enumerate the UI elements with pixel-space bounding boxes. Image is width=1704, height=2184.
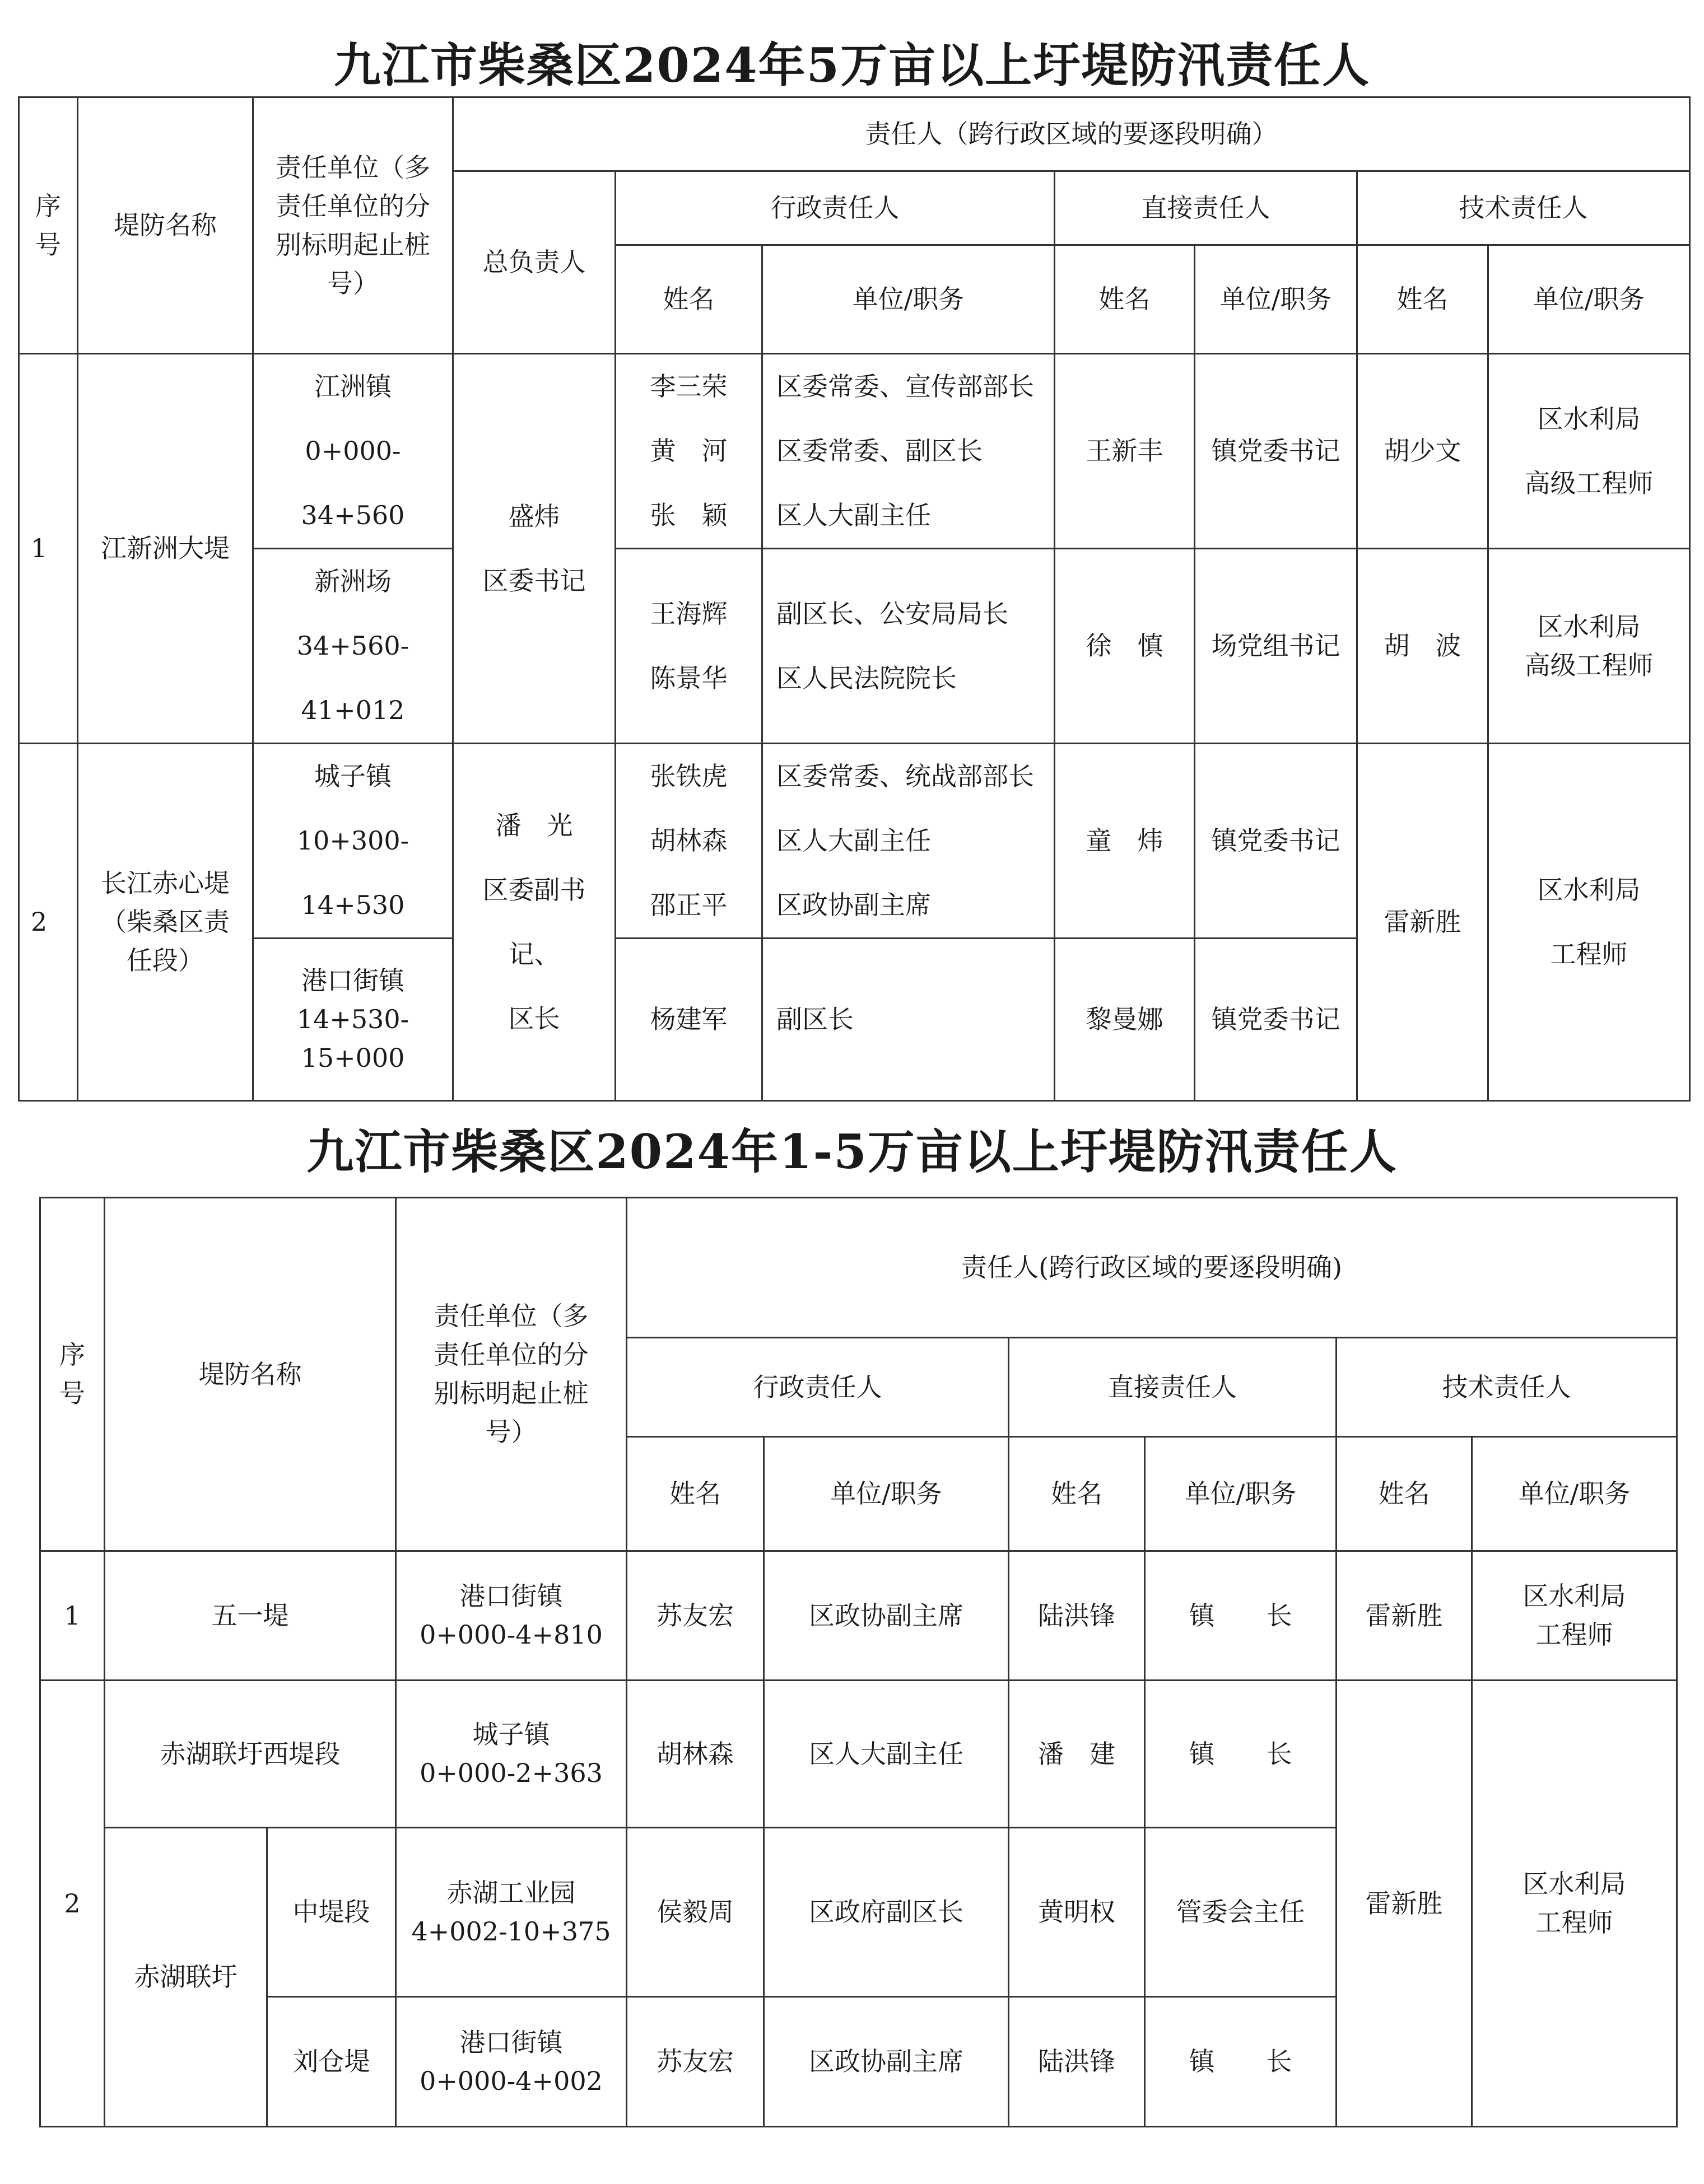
- table2: [39, 1197, 1678, 2127]
- header-admin-name: 姓名: [627, 1437, 764, 1551]
- header-direct-name: 姓名: [1055, 245, 1195, 354]
- header-chief: 总负责人: [453, 171, 616, 354]
- admin-names: [616, 744, 762, 939]
- tech-name: 雷新胜: [1337, 1551, 1472, 1681]
- tech-name: 胡少文: [1357, 354, 1488, 549]
- direct-name: 徐 慎: [1055, 549, 1195, 744]
- responsible-unit: [396, 1681, 627, 1828]
- admin-name: 李三荣: [650, 371, 728, 402]
- responsible-unit: [396, 1997, 627, 2127]
- header-admin: 行政责任人: [627, 1338, 1009, 1437]
- responsible-unit: [396, 1828, 627, 1997]
- row-seq: 1: [19, 354, 78, 744]
- admin-name: 苏友宏: [627, 1551, 764, 1681]
- admin-position: 副区长、公安局局长: [776, 598, 1008, 629]
- tech-title: 工程师: [1550, 939, 1628, 969]
- admin-name: 王海辉: [650, 598, 728, 629]
- responsible-unit: [253, 939, 453, 1101]
- dike-name-line: （柴桑区责: [101, 907, 230, 937]
- direct-position: 镇 长: [1145, 1681, 1337, 1828]
- admin-name: 张 颖: [650, 500, 728, 530]
- tech-position: [1488, 549, 1690, 744]
- direct-name: 陆洪锋: [1009, 1997, 1145, 2127]
- responsible-unit: [253, 744, 453, 939]
- direct-position: 镇党委书记: [1195, 744, 1357, 939]
- tech-unit: 区水利局: [1537, 874, 1641, 905]
- tech-unit: 区水利局: [1523, 1869, 1626, 1899]
- admin-positions: [762, 939, 1055, 1101]
- tech-position: [1472, 1681, 1677, 2127]
- header-unit: 责任单位（多责任单位的分别标明起止桩号）: [253, 97, 453, 354]
- header-responsible: 责任人（跨行政区域的要逐段明确）: [453, 97, 1690, 171]
- chief-name: 潘 光: [495, 810, 573, 841]
- direct-position: 场党组书记: [1195, 549, 1357, 744]
- admin-position: 区人民法院院长: [776, 662, 957, 693]
- tech-position: [1472, 1551, 1677, 1681]
- responsible-unit: [396, 1551, 627, 1681]
- table-row: [19, 354, 1690, 549]
- unit-chainage: 0+000-2+363: [420, 1758, 603, 1788]
- table-row: [19, 744, 1690, 939]
- admin-name: 苏友宏: [627, 1997, 764, 2127]
- header-unit: 责任单位（多责任单位的分别标明起止桩号）: [396, 1198, 627, 1551]
- tech-name: 胡 波: [1357, 549, 1488, 744]
- admin-name: 邵正平: [650, 890, 728, 920]
- direct-position: 镇党委书记: [1195, 354, 1357, 549]
- admin-position: 区委常委、宣传部部长: [776, 371, 1034, 402]
- tech-unit: 区水利局: [1537, 403, 1641, 434]
- unit-name: 城子镇: [472, 1719, 550, 1749]
- admin-names: [616, 549, 762, 744]
- direct-position: 镇 长: [1145, 1997, 1337, 2127]
- unit-chainage: 14+530-15+000: [296, 1004, 409, 1073]
- header-direct: 直接责任人: [1009, 1338, 1337, 1437]
- table1-title: 九江市柴桑区2024年5万亩以上圩堤防汛责任人: [333, 38, 1371, 93]
- header-dike-name: 堤防名称: [105, 1198, 396, 1551]
- unit-chainage: 0+000-4+810: [420, 1620, 603, 1650]
- admin-positions: [762, 354, 1055, 549]
- chief-name: 盛炜: [508, 501, 560, 531]
- table1: [18, 96, 1691, 1102]
- unit-chainage: 4+002-10+375: [411, 1916, 611, 1947]
- header-admin-position: 单位/职务: [764, 1437, 1009, 1551]
- dike-group-name: 赤湖联圩: [105, 1828, 267, 2127]
- admin-position: 区委常委、副区长: [776, 436, 983, 466]
- direct-name: 王新丰: [1055, 354, 1195, 549]
- unit-chainage: 10+300-14+530: [296, 825, 409, 920]
- admin-positions: [762, 744, 1055, 939]
- unit-chainage: 0+000-34+560: [301, 436, 405, 530]
- admin-position: 区委常委、统战部部长: [776, 761, 1034, 791]
- admin-position: 区政协副主席: [764, 1997, 1009, 2127]
- direct-position: 镇党委书记: [1195, 939, 1357, 1101]
- header-tech-name: 姓名: [1357, 245, 1488, 354]
- tech-name: 雷新胜: [1357, 744, 1488, 1101]
- responsible-unit: [253, 549, 453, 744]
- direct-position: 镇 长: [1145, 1551, 1337, 1681]
- dike-name: 中堤段: [267, 1828, 396, 1997]
- dike-name-line: 长江赤心堤: [101, 868, 230, 898]
- tech-title: 高级工程师: [1524, 650, 1654, 680]
- responsible-unit: [253, 354, 453, 549]
- admin-name: 杨建军: [650, 1004, 728, 1034]
- chief-title: 区委副书记、: [482, 874, 586, 969]
- header-tech: 技术责任人: [1357, 171, 1690, 245]
- chief-title: 区委书记: [482, 565, 586, 596]
- row-seq: 2: [40, 1681, 105, 2127]
- dike-name: 刘仓堤: [267, 1997, 396, 2127]
- header-tech-position: 单位/职务: [1488, 245, 1690, 354]
- admin-positions: [762, 549, 1055, 744]
- tech-unit: 区水利局: [1523, 1581, 1626, 1611]
- admin-names: [616, 939, 762, 1101]
- unit-name: 港口街镇: [459, 1581, 563, 1611]
- unit-name: 江洲镇: [314, 371, 392, 402]
- admin-position: 区人大副主任: [764, 1681, 1009, 1828]
- direct-name: 童 炜: [1055, 744, 1195, 939]
- table2-title: 九江市柴桑区2024年1-5万亩以上圩堤防汛责任人: [306, 1124, 1398, 1179]
- admin-position: 区人大副主任: [776, 825, 931, 856]
- chief-title: 区长: [508, 1003, 560, 1034]
- header-admin: 行政责任人: [616, 171, 1055, 245]
- unit-chainage: 0+000-4+002: [420, 2065, 603, 2096]
- unit-chainage: 34+560-41+012: [296, 631, 409, 725]
- admin-name: 张铁虎: [650, 761, 728, 791]
- direct-position: 管委会主任: [1145, 1828, 1337, 1997]
- table-row: [40, 1551, 1677, 1681]
- admin-name: 胡林森: [650, 825, 728, 856]
- header-direct-position: 单位/职务: [1145, 1437, 1337, 1551]
- header-seq: 序号: [40, 1198, 105, 1551]
- dike-name-line: 任段）: [127, 945, 204, 976]
- dike-name: 赤湖联圩西堤段: [105, 1681, 396, 1828]
- admin-position: 区政协副主席: [776, 890, 931, 920]
- direct-name: 陆洪锋: [1009, 1551, 1145, 1681]
- direct-name: 黎曼娜: [1055, 939, 1195, 1101]
- tech-position: [1488, 354, 1690, 549]
- header-responsible: 责任人(跨行政区域的要逐段明确): [627, 1198, 1677, 1338]
- tech-position: [1488, 744, 1690, 1101]
- tech-title: 工程师: [1535, 1907, 1613, 1938]
- direct-name: 潘 建: [1009, 1681, 1145, 1828]
- header-dike-name: 堤防名称: [78, 97, 253, 354]
- row-seq: 2: [19, 744, 78, 1101]
- header-seq: 序号: [19, 97, 78, 354]
- dike-name: 五一堤: [105, 1551, 396, 1681]
- header-tech-position: 单位/职务: [1472, 1437, 1677, 1551]
- admin-name: 黄 河: [650, 436, 728, 466]
- dike-name: 江新洲大堤: [78, 354, 253, 744]
- header-tech-name: 姓名: [1337, 1437, 1472, 1551]
- admin-name: 胡林森: [627, 1681, 764, 1828]
- header-direct-name: 姓名: [1009, 1437, 1145, 1551]
- header-admin-position: 单位/职务: [762, 245, 1055, 354]
- tech-unit: 区水利局: [1537, 611, 1641, 642]
- header-direct: 直接责任人: [1055, 171, 1357, 245]
- header-direct-position: 单位/职务: [1195, 245, 1357, 354]
- admin-position: 副区长: [776, 1004, 854, 1034]
- unit-name: 赤湖工业园: [446, 1877, 576, 1908]
- tech-title: 工程师: [1535, 1620, 1613, 1650]
- unit-name: 港口街镇: [301, 965, 404, 996]
- admin-name: 陈景华: [650, 662, 728, 693]
- header-tech: 技术责任人: [1337, 1338, 1677, 1437]
- unit-name: 港口街镇: [459, 2027, 563, 2057]
- tech-name: 雷新胜: [1337, 1681, 1472, 2127]
- table-row: [40, 1681, 1677, 1828]
- table-row: [19, 549, 1690, 744]
- direct-name: 黄明权: [1009, 1828, 1145, 1997]
- admin-name: 侯毅周: [627, 1828, 764, 1997]
- chief-person: [453, 354, 616, 744]
- admin-names: [616, 354, 762, 549]
- admin-position: 区政协副主席: [764, 1551, 1009, 1681]
- unit-name: 新洲场: [314, 566, 392, 596]
- unit-name: 城子镇: [314, 761, 392, 791]
- row-seq: 1: [40, 1551, 105, 1681]
- dike-name: [78, 744, 253, 1101]
- admin-position: 区人大副主任: [776, 500, 931, 530]
- tech-title: 高级工程师: [1524, 468, 1654, 498]
- header-admin-name: 姓名: [616, 245, 762, 354]
- chief-person: [453, 744, 616, 1101]
- admin-position: 区政府副区长: [764, 1828, 1009, 1997]
